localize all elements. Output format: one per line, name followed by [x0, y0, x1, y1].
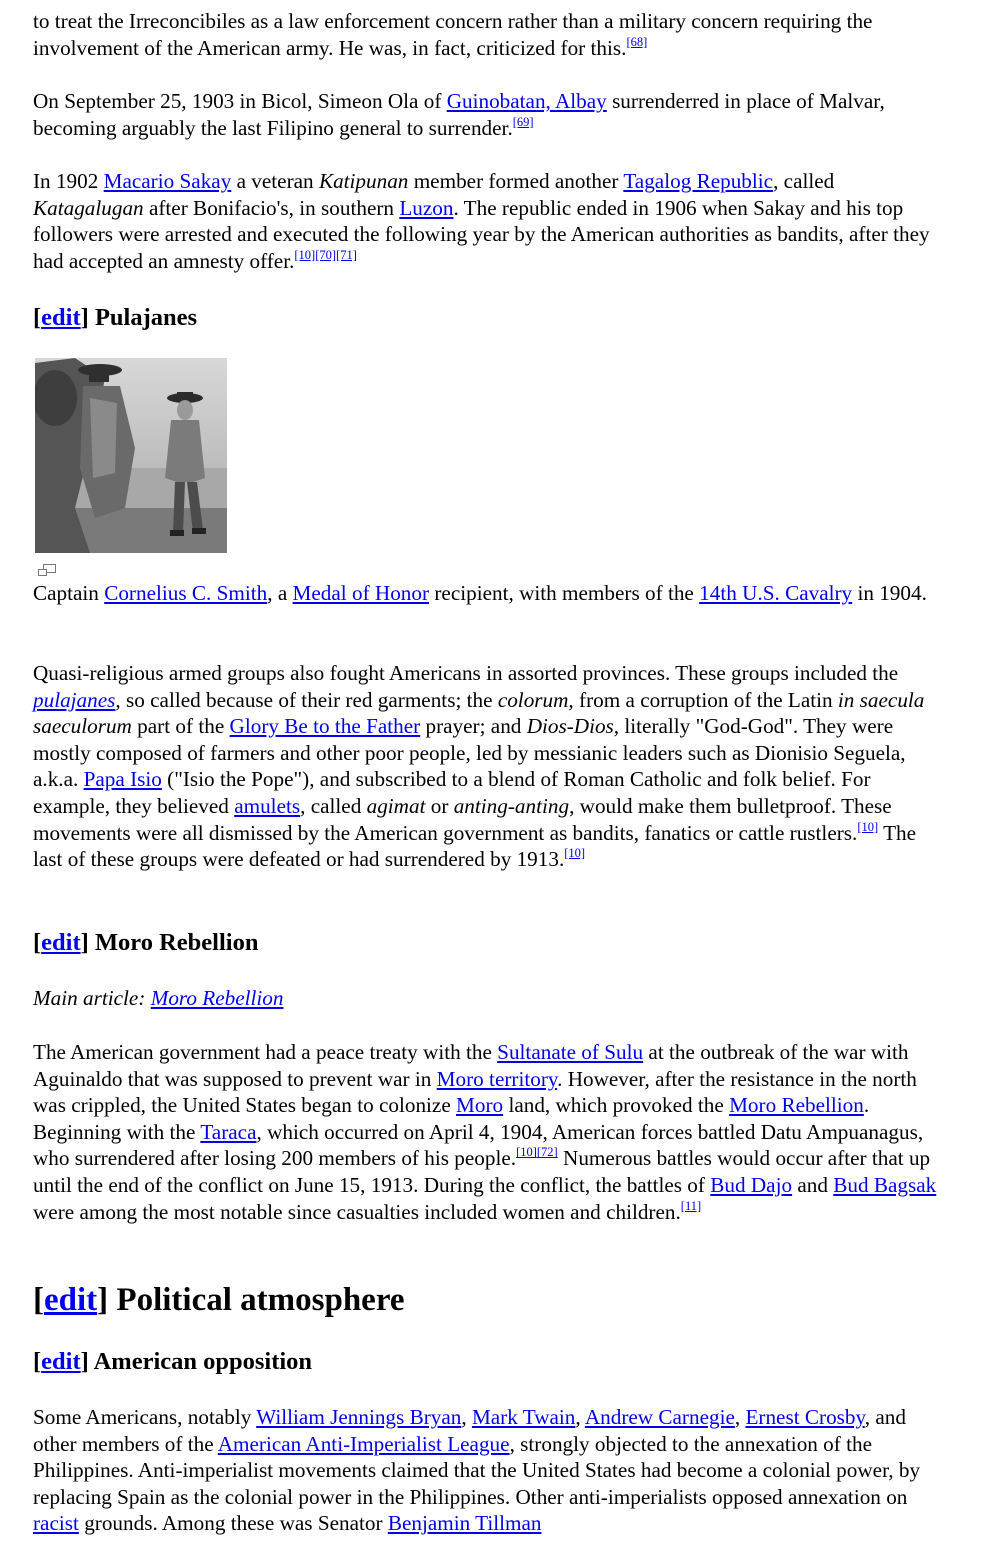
link-moro[interactable]: Moro — [456, 1093, 504, 1118]
link-main-article-moro[interactable]: Moro Rebellion — [150, 986, 284, 1010]
citation[interactable] — [513, 115, 534, 129]
paragraph-simeon-ola: On September 25, 1903 in Bicol, Simeon Ola of Guinobatan, Albay surrenderred in place of Malvar, becoming arguably the last Filipino general to surrender.[69] — [33, 89, 885, 140]
link-guinobatan-albay[interactable]: Guinobatan, Albay — [446, 89, 607, 113]
link-glory-be[interactable]: Glory Be to the Father — [229, 714, 421, 739]
citation-link[interactable]: [10] — [857, 819, 879, 834]
link-benjamin-tillman[interactable]: Benjamin Tillman — [387, 1511, 542, 1536]
citation-link[interactable]: [10] — [564, 846, 586, 861]
link-medal-of-honor[interactable]: Medal of Honor — [292, 581, 430, 605]
figure-caption: Captain Cornelius C. Smith, a Medal of Honor recipient, with members of the 14th U.S. Cavalry in 1904. — [33, 581, 927, 605]
paragraph-quasi-religious: Quasi-religious armed groups also fought Americans in assorted provinces. These groups included the pulajanes, so called because of their red garments; the colorum, from a corruption of the Latin in saecula saeculorum part of the Glory Be to the Father prayer; and Dios-Dios, literally "God-God". They were mostly composed of farmers and other poor people, led by messianic leaders such as Dionisio Seguela, a.k.a. Papa Isio ("Isio the Pope"), and subscribed to a blend of Roman Catholic and folk belief. For example, they believed amulets, called agimat or anting-anting, would make them bulletproof. These movements were all dismissed by the American government as bandits, fanatics or cattle rustlers.[10] The last of these groups were defeated or had surrendered by 1913.[10] — [33, 661, 925, 872]
link-andrew-carnegie[interactable]: Andrew Carnegie — [584, 1405, 735, 1429]
link-ernest-crosby[interactable]: Ernest Crosby — [745, 1405, 865, 1429]
magnify-clip-icon[interactable] — [37, 564, 57, 578]
citation-link[interactable]: [11] — [680, 1198, 702, 1213]
link-william-jennings-bryan[interactable]: William Jennings Bryan — [256, 1405, 462, 1429]
link-macario-sakay[interactable]: Macario Sakay — [103, 169, 232, 193]
link-taraca[interactable]: Taraca — [200, 1119, 257, 1144]
link-moro-territory[interactable]: Moro territory — [436, 1066, 558, 1091]
citation-link[interactable]: [10] — [294, 247, 316, 262]
link-amulets[interactable]: amulets — [234, 793, 301, 818]
edit-link[interactable]: edit — [44, 1282, 98, 1318]
link-luzon[interactable]: Luzon — [399, 195, 454, 220]
section-heading-american-opposition: [edit] American opposition — [33, 1348, 313, 1375]
citation-link[interactable]: [72] — [536, 1145, 558, 1160]
paragraph-irreconcilables: to treat the Irreconcibiles as a law enforcement concern rather than a military concern requiring the involvement of the American army. He was, in fact, criticized for this.[68] — [33, 9, 873, 60]
link-cornelius-smith[interactable]: Cornelius C. Smith — [104, 581, 268, 605]
section-heading-political-atmosphere: [edit] Political atmosphere — [33, 1282, 405, 1318]
cavalry-photo[interactable] — [35, 358, 227, 553]
paragraph-american-opposition: Some Americans, notably William Jennings Bryan, Mark Twain, Andrew Carnegie, Ernest Crosby, and other members of the American Anti-Imperialist League, strongly objected to the annexation of the Philippines. Anti-imperialist movements claimed that the United States had become a colonial power, by replacing Spain as the colonial power in the Philippines. Other anti-imperialists opposed annexation on racist grounds. Among these was Senator Benjamin Tillman — [33, 1405, 921, 1536]
citation[interactable] — [564, 846, 585, 860]
citation[interactable] — [626, 35, 647, 49]
section-heading-pulajanes: [edit] Pulajanes — [33, 304, 198, 331]
link-moro-rebellion[interactable]: Moro Rebellion — [729, 1093, 864, 1118]
link-anti-imperialist-league[interactable]: American Anti-Imperialist League — [217, 1431, 510, 1456]
section-heading-moro-rebellion: [edit] Moro Rebellion — [33, 929, 259, 956]
link-14th-cavalry[interactable]: 14th U.S. Cavalry — [699, 581, 853, 605]
link-pulajanes[interactable]: pulajanes — [33, 687, 116, 712]
citation[interactable] — [516, 1145, 558, 1159]
paragraph-moro: The American government had a peace treaty with the Sultanate of Sulu at the outbreak of the war with Aguinaldo that was supposed to prevent war in Moro territory. However, after the resistance in the north was crippled, the United States began to colonize Moro land, which provoked the Moro Rebellion. Beginning with the Taraca, which occurred on April 4, 1904, American forces battled Datu Ampuanagus, who surrendered after losing 200 members of his people.[10][72] Numerous battles would occur after that up until the end of the conflict on June 15, 1913. During the conflict, the battles of Bud Dajo and Bud Bagsak were among the most notable since casualties included women and children.[11] — [33, 1040, 937, 1224]
citation[interactable] — [681, 1199, 701, 1213]
link-bud-bagsak[interactable]: Bud Bagsak — [833, 1172, 937, 1197]
citation-link[interactable]: [10] — [516, 1145, 537, 1160]
citation-link[interactable]: [71] — [336, 247, 357, 262]
link-bud-dajo[interactable]: Bud Dajo — [710, 1172, 793, 1197]
edit-link[interactable]: edit — [41, 304, 81, 331]
paragraph-sakay: In 1902 Macario Sakay a veteran Katipunan member formed another Tagalog Republic, called Katagalugan after Bonifacio's, in southern Luzon. The republic ended in 1906 when Sakay and his top followers were arrested and executed the following year by the American authorities as bandits, after they had accepted an amnesty offer.[10][70][71] — [33, 169, 930, 273]
link-tagalog-republic[interactable]: Tagalog Republic — [623, 169, 774, 193]
link-sultanate-of-sulu[interactable]: Sultanate of Sulu — [497, 1040, 644, 1064]
citation-link[interactable]: [69] — [512, 114, 534, 129]
main-article-note: Main article: Moro Rebellion — [33, 986, 284, 1010]
link-racist[interactable]: racist — [33, 1511, 79, 1536]
citation-link[interactable]: [68] — [626, 34, 648, 49]
citation[interactable] — [294, 248, 356, 262]
citation[interactable] — [857, 820, 878, 834]
link-papa-isio[interactable]: Papa Isio — [83, 767, 162, 792]
citation-link[interactable]: [70] — [315, 247, 337, 262]
edit-link[interactable]: edit — [41, 1348, 81, 1375]
link-mark-twain[interactable]: Mark Twain — [471, 1405, 576, 1429]
edit-link[interactable]: edit — [41, 929, 81, 956]
